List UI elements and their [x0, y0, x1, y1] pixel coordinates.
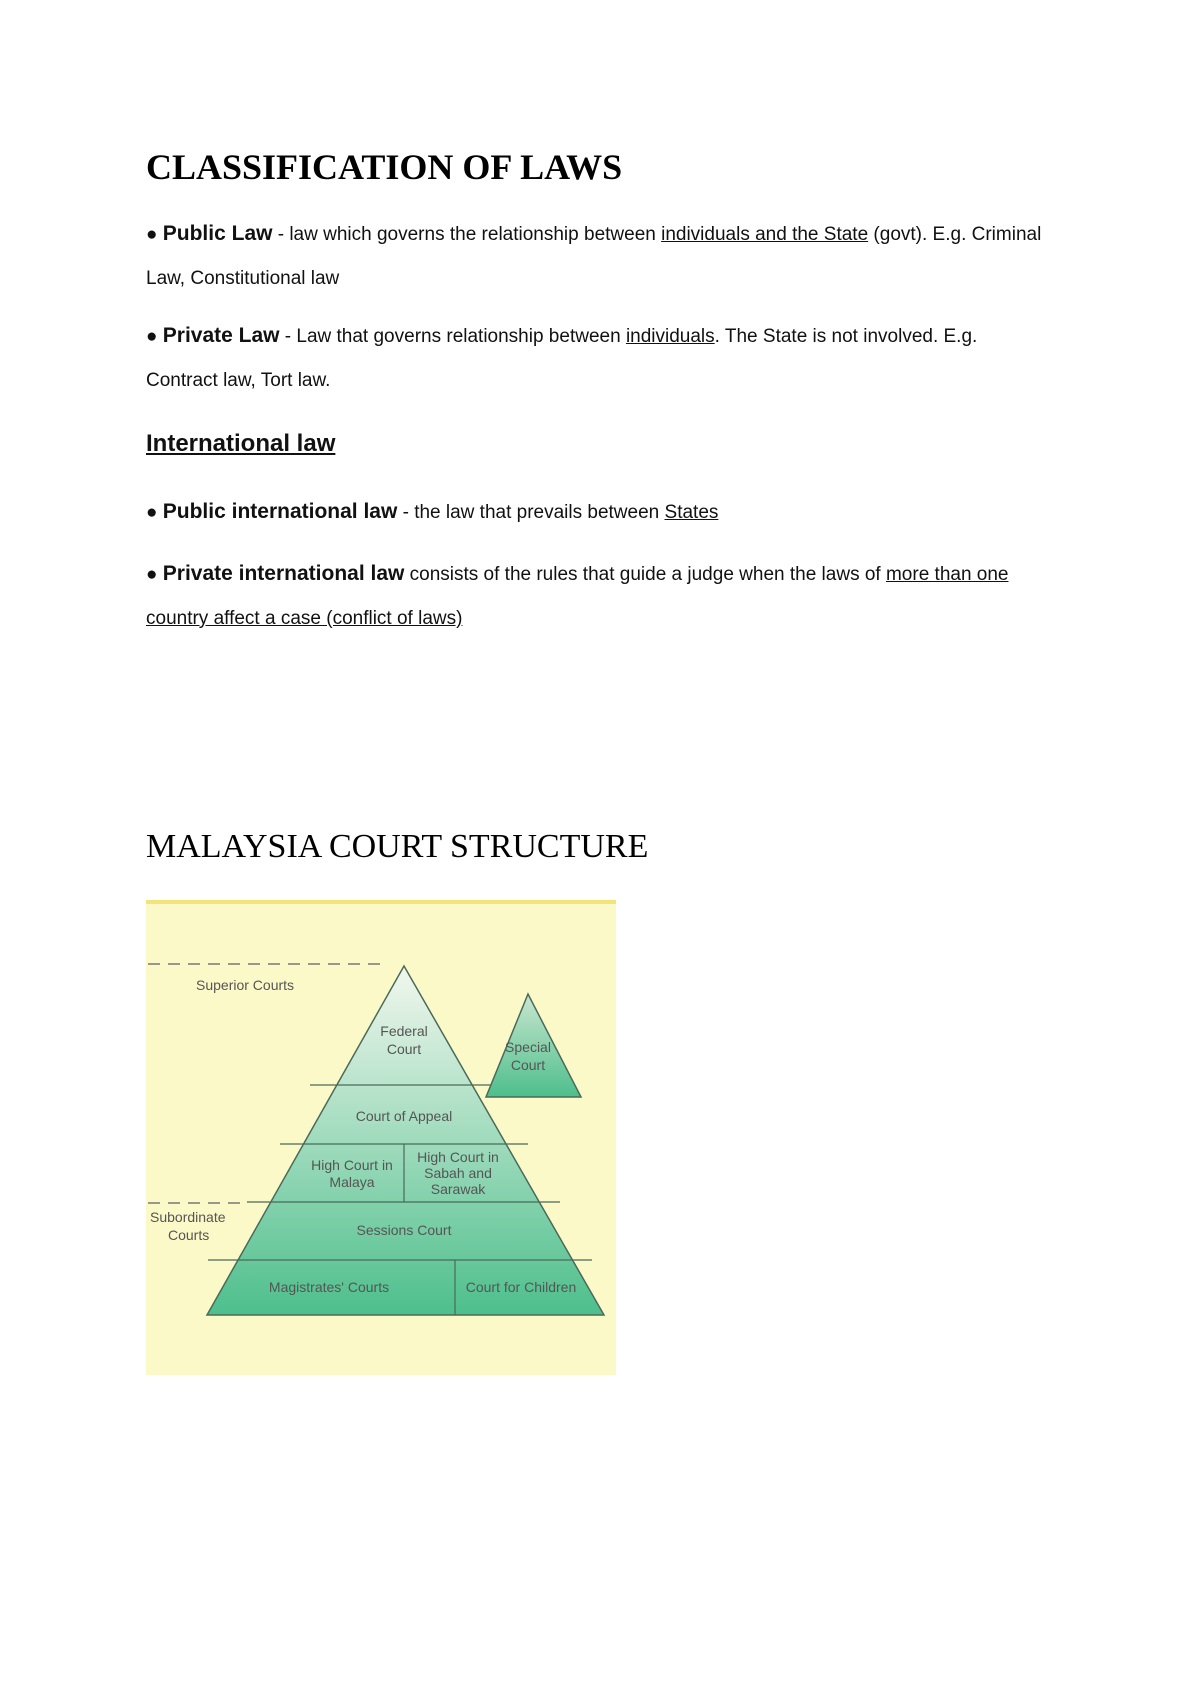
public-intl-underlined: States [664, 502, 719, 523]
bullet-icon: ● [146, 502, 158, 523]
public-law-underlined: individuals and the State [661, 224, 869, 245]
term-private-international-law: Private international law [162, 562, 405, 585]
public-intl-pre: - the law that prevails between [397, 502, 665, 523]
bullet-icon: ● [146, 224, 158, 245]
term-private-law: Private Law [162, 324, 280, 347]
private-law-post: . The State is not involved. E.g. Contract law, Tort law. [146, 326, 978, 391]
subordinate-courts-label-2: Courts [168, 1227, 210, 1243]
court-for-children-label: Court for Children [465, 1279, 577, 1295]
court-structure-title: MALAYSIA COURT STRUCTURE [146, 828, 649, 865]
term-public-international-law: Public international law [162, 500, 398, 523]
public-law-pre: - law which governs the relationship between [272, 224, 662, 245]
term-public-law: Public Law [162, 222, 273, 245]
private-law-pre: - Law that governs relationship between [279, 326, 626, 347]
federal-court-label-2: Court [386, 1041, 422, 1057]
special-court-label-2: Court [510, 1057, 546, 1073]
bullet-icon: ● [146, 326, 158, 347]
classification-title: CLASSIFICATION OF LAWS [146, 147, 623, 187]
bullet-public-law [146, 212, 1046, 301]
bullet-public-international-law [146, 490, 1046, 535]
court-pyramid-svg [146, 900, 616, 1375]
magistrates-courts-label: Magistrates' Courts [268, 1279, 390, 1295]
high-court-sabah-label-2: Sabah and [424, 1165, 492, 1181]
high-court-malaya-label-2: Malaya [329, 1174, 375, 1190]
high-court-malaya-label-1: High Court in [311, 1157, 393, 1173]
special-court-label-1: Special [505, 1039, 551, 1055]
private-intl-pre: consists of the rules that guide a judge when the laws of [404, 564, 886, 585]
private-law-underlined: individuals [625, 326, 715, 347]
bullet-private-international-law [146, 552, 1046, 641]
private-intl-underlined: more than one country affect a case (conflict of laws) [146, 564, 1009, 629]
high-court-sabah-label-3: Sarawak [430, 1181, 486, 1197]
international-law-heading: International law [146, 430, 336, 457]
bullet-icon: ● [146, 564, 158, 585]
subordinate-courts-label-1: Subordinate [150, 1209, 226, 1225]
court-structure-diagram [146, 900, 616, 1375]
sessions-court-label: Sessions Court [356, 1222, 452, 1238]
diagram-top-border [146, 900, 616, 904]
superior-courts-label: Superior Courts [196, 977, 295, 993]
court-of-appeal-label: Court of Appeal [355, 1108, 453, 1124]
public-law-post: (govt). E.g. Criminal Law, Constitutional law [146, 224, 1042, 289]
federal-court-label-1: Federal [380, 1023, 428, 1039]
bullet-private-law [146, 314, 1046, 403]
high-court-sabah-label-1: High Court in [417, 1149, 499, 1165]
